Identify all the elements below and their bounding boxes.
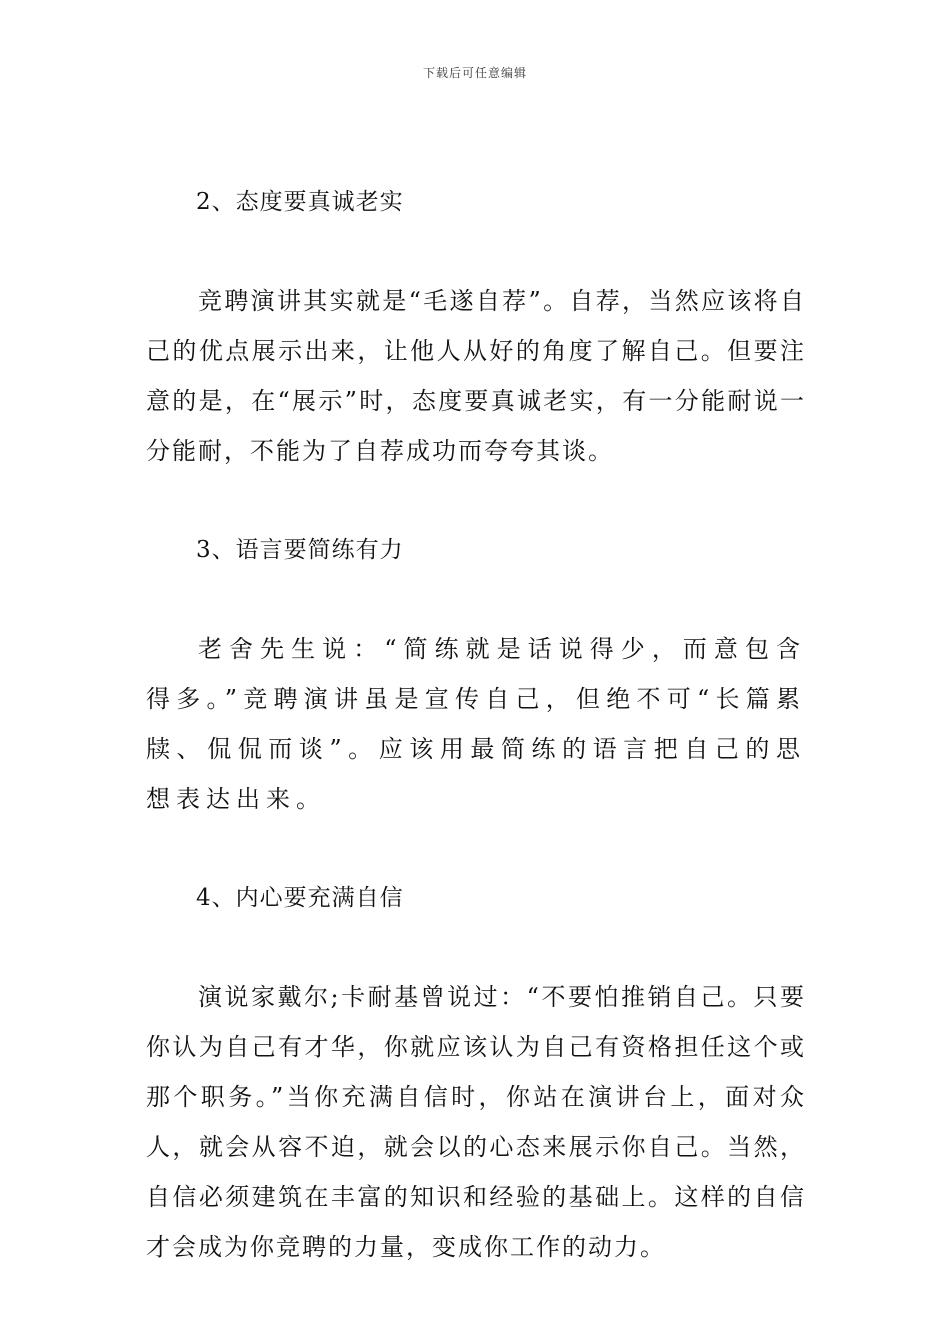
page-header: 下载后可任意编辑 <box>422 66 527 80</box>
section-heading-2: 2、态度要真诚老实 <box>196 189 404 215</box>
section-paragraph-3: 老舍先生说：“简练就是话说得少，而意包含得多。”竞聘演讲虽是宣传自己，但绝不可“长篇累牍、侃侃而谈”。应该用最简练的语言把自己的思想表达出来。 <box>146 635 806 813</box>
section-heading-3: 3、语言要简练有力 <box>196 537 404 563</box>
section-paragraph-4: 演说家戴尔;卡耐基曾说过：“不要怕推销自己。只要你认为自己有才华，你就应该认为自己有资格担任这个或那个职务。”当你充满自信时，你站在演讲台上，面对众人，就会从容不迫，就会以的心态来展示你自己。当然，自信必须建筑在丰富的知识和经验的基础上。这样的自信才会成为你竞聘的力量，变成你工作的动力。 <box>146 983 806 1261</box>
section-heading-4: 4、内心要充满自信 <box>196 885 404 911</box>
document-body <box>146 178 806 1322</box>
section-paragraph-2: 竞聘演讲其实就是“毛遂自荐”。自荐，当然应该将自己的优点展示出来，让他人从好的角度了解自己。但要注意的是，在“展示”时，态度要真诚老实，有一分能耐说一分能耐，不能为了自荐成功而夸夸其谈。 <box>146 287 806 465</box>
